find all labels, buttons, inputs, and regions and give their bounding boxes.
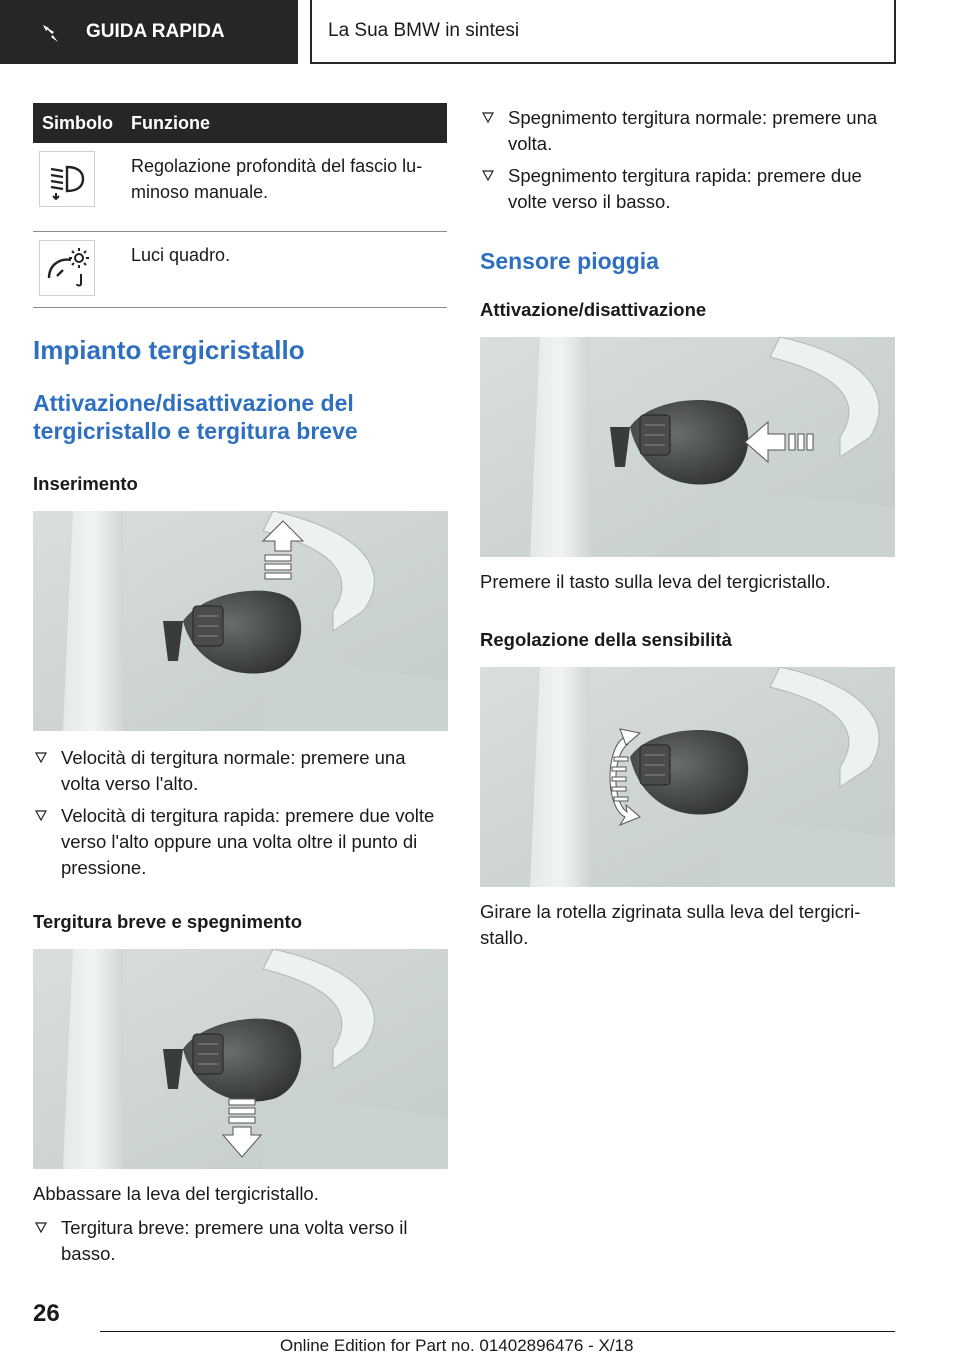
function-text: Luci quadro. [121,231,447,307]
column-header-function: Funzione [121,103,447,143]
triangle-bullet-icon [482,170,494,182]
brief-wipe-caption: Abbassare la leva del tergicristallo. [33,1182,319,1204]
sensitivity-heading: Regolazione della sensibilità [480,629,732,650]
chapter-title: La Sua BMW in sintesi [328,20,520,41]
section-title: GUIDA RAPIDA [86,21,225,42]
page-header [0,0,960,66]
symbol-table [33,103,447,308]
wiper-lever-up-illustration [33,511,448,731]
table-row [33,231,447,307]
subsection-heading: Attivazione/disattivazione del tergicristallo e tergitura breve [33,389,358,444]
list-item: Tergitura breve: premere una volta verso il basso. [33,1215,447,1267]
rain-sensor-heading: Sensore pioggia [480,248,659,274]
section-heading: Impianto tergicristallo [33,334,305,365]
list-item: Velocità di tergitura normale: premere una volta verso l'alto. [33,745,447,797]
triangle-bullet-icon [35,752,47,764]
sensitivity-caption: Girare la rotella zigrinata sulla leva del tergicri-stallo. [480,901,861,948]
toggle-heading: Attivazione/disattivazione [480,299,707,320]
brief-wipe-heading: Tergitura breve e spegnimento [33,910,302,932]
triangle-bullet-icon [482,112,494,124]
triangle-bullet-icon [35,1222,47,1234]
wiper-lever-down-illustration [33,949,448,1169]
instrument-lighting-icon [43,244,91,292]
insert-list [33,745,447,881]
table-row [33,143,447,231]
sensitivity-wheel-illustration [480,667,895,887]
list-item: Velocità di tergitura rapida: premere due volte verso l'alto oppure una volta oltre il punto di pressione. [33,803,447,881]
edition-text: Online Edition for Part no. 01402896476 - X/18 [280,1336,634,1355]
headlight-range-icon [43,155,91,203]
list-item: Spegnimento tergitura normale: premere una volta. [480,105,895,157]
off-list [480,105,895,215]
insert-heading: Inserimento [33,472,138,494]
brief-list [33,1215,447,1267]
function-text: Regolazione profondità del fascio lu-minoso manuale. [121,143,447,231]
toggle-caption: Premere il tasto sulla leva del tergicristallo. [480,571,831,592]
column-header-symbol: Simbolo [33,103,121,143]
page-number: 26 [33,1300,60,1327]
lightning-bolt-icon [40,22,62,44]
list-item: Spegnimento tergitura rapida: premere due volte verso il basso. [480,163,895,215]
footer-divider [100,1331,895,1332]
rain-sensor-button-illustration [480,337,895,557]
triangle-bullet-icon [35,810,47,822]
section-tab[interactable] [0,0,298,64]
left-column [33,103,447,1267]
chapter-tab[interactable] [310,0,896,64]
right-column [480,103,895,951]
